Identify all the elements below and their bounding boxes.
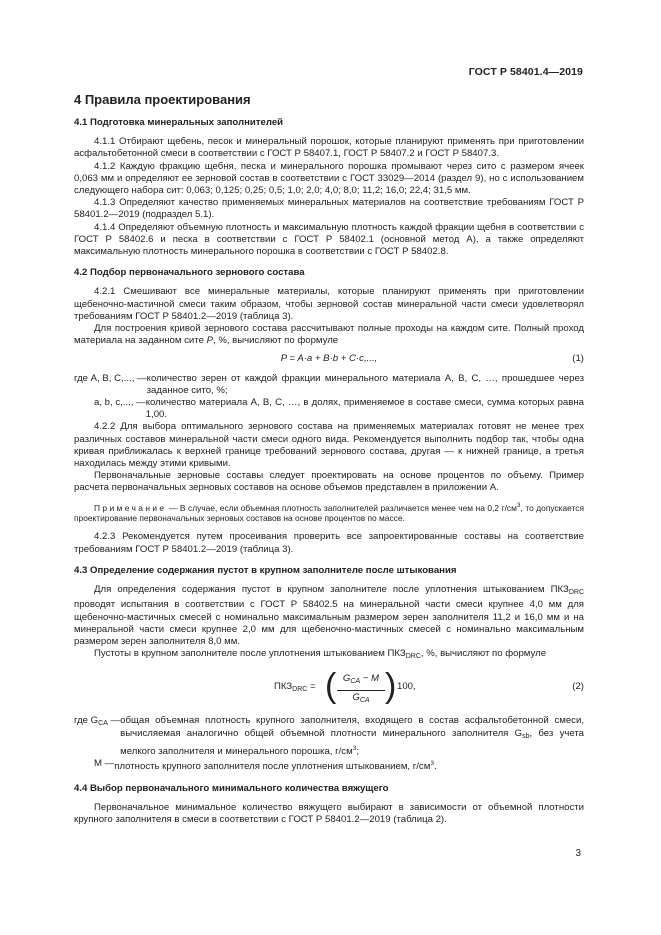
equals-sign: = [307, 681, 316, 693]
subscript: sb [522, 732, 530, 740]
note-text-cont: , то допускается проектирование первоначальных зерновых составов на основе процентов по массе. [74, 502, 584, 524]
legend-label: где A, B, C,..., — [74, 372, 147, 384]
subsection-title-4-1: 4.1 Подготовка минеральных заполнителей [74, 117, 284, 128]
formula-1-number: (1) [572, 353, 584, 365]
legend-label: a, b, c,..., — [94, 397, 146, 409]
paragraph-4-3-1 [74, 584, 584, 648]
note-superscript: 3 [516, 501, 521, 509]
legend-row [74, 758, 584, 773]
formula-1 [74, 353, 584, 365]
paragraph-4-3-2 [74, 648, 584, 663]
paragraph-4-2-2-cont: Первоначальные зерновые составы следует проектировать на основе процентов по объему. Пример расчета первоначальных зерновых составов на основе объемов представлен в приложении А. [74, 470, 584, 494]
paragraph-4-1-1: 4.1.1 Отбирают щебень, песок и минеральный порошок, которые планируют применять при приготовлении асфальтобетонной смеси в соответствии с ГОСТ Р 58407.1, ГОСТ Р 58407.2 и ГОСТ Р 58407.3. [74, 136, 584, 160]
variable-p: P [206, 335, 213, 347]
legend-text: количество материала A, B, C, …, в долях, применяемое в составе смеси, сумма которых равна 1,00. [145, 397, 584, 421]
formula-1-expression: P = A·a + B·b + C·c,..., [280, 353, 378, 365]
subscript: DRC [292, 686, 308, 694]
text-fragment: Пустоты в крупном заполнителе после уплотнения штыкованием ПКЗ [94, 648, 406, 660]
subsection-title-4-3: 4.3 Определение содержания пустот в крупном заполнителе после штыкования [74, 564, 457, 576]
variable-g: G [352, 691, 360, 703]
paragraph-4-2-2: 4.2.2 Для выбора оптимального зернового состава на применяемых материалах готовят не менее трех различных составов минеральной части смеси одного вида. Рекомендуется выполнить подбор так, чтобы одна кривая приближалась к верхней границе требований зернового состава, другая — к нижней границе, а третья находилась между этими кривыми. [74, 421, 584, 470]
note-label: Примечание [94, 502, 167, 513]
formula-2-fraction [337, 673, 385, 706]
paragraph-4-1-4: 4.1.4 Определяют объемную плотность и максимальную плотность каждой фракции щебня в соответствии с ГОСТ Р 58402.6 и песка в соответствии с ГОСТ Р 58402.1 (основной метод А), а также определяют максимальную плотность минерального порошка в соответствии с ГОСТ Р 58402.8. [74, 221, 584, 258]
legend-row [74, 397, 584, 421]
paragraph-4-2-3: 4.2.3 Рекомендуется путем просеивания проверить все запроектированные составы на соответствие требованиям ГОСТ Р 58401.2—2019 (таблица 3). [74, 531, 584, 555]
subscript: CA [98, 720, 108, 728]
subscript: DRC [405, 653, 421, 661]
left-parenthesis: ( [325, 667, 337, 706]
subsection-title-4-2: 4.2 Подбор первоначального зернового состава [74, 267, 305, 279]
text-fragment: общая объемная плотность крупного заполнителя, входящего в состав асфальтобетонной смеси, вычисляемая аналогично общей объемной плотности минерального заполнителя G [120, 715, 584, 739]
formula-1-legend [74, 373, 584, 422]
subscript: DRC [568, 589, 584, 597]
text-fragment: , %, вычисляют по формуле [420, 648, 547, 660]
legend-row [74, 715, 584, 758]
formula-2-multiplier: 100, [397, 681, 416, 693]
subscript: CA [350, 678, 361, 686]
note [74, 500, 584, 525]
document-code-header: ГОСТ Р 58401.4—2019 [468, 66, 583, 78]
right-parenthesis: ) [385, 667, 397, 706]
legend-text [114, 758, 584, 773]
subsection-title-4-4: 4.4 Выбор первоначального минимального количества вяжущего [74, 782, 389, 794]
paragraph-4-1-2: 4.1.2 Каждую фракцию щебня, песка и минерального порошка промывают через сито с размером ячеек 0,063 мм и определяют ее зерновой состав в соответствии с ГОСТ 33029—2014 (раздел 9), но с использованием следующего набора сит: 0,063; 0,125; 0,25; 0,5; 1,0; 2,0; 4,0; 8,0; 11,2; 16,0; 22,4; 31,5 мм. [74, 160, 584, 197]
page-number: 3 [575, 848, 581, 859]
numerator-rest: − M [360, 673, 380, 685]
text-fragment: Для определения содержания пустот в крупном заполнителе после уплотнения штыкованием ПКЗ [94, 584, 569, 596]
text-fragment: . [433, 761, 437, 773]
formula-2-symbol: ПКЗ [274, 681, 293, 693]
subscript: CA [359, 696, 370, 704]
text-fragment: плотность крупного заполнителя после уплотнения штыкованием, г/см [114, 761, 431, 773]
legend-text: количество зерен от каждой фракции минерального материала A, B, C, …, прошедшее через заданное сито, %; [146, 372, 584, 396]
superscript: 3 [430, 760, 434, 768]
paragraph-4-1-3: 4.1.3 Определяют качество применяемых минеральных материалов на соответствие требованиям ГОСТ Р 58401.2—2019 (подраздел 5.1). [74, 197, 584, 221]
formula-2 [74, 667, 584, 706]
legend-label: M — [94, 758, 115, 770]
section-title: 4 Правила проектирования [74, 92, 251, 107]
legend-text [120, 715, 584, 758]
legend-label [74, 715, 120, 758]
text-fragment: — [107, 715, 121, 727]
fraction-numerator [337, 673, 385, 690]
formula-2-legend [74, 715, 584, 773]
paragraph-4-2-1: 4.2.1 Смешивают все минеральные материалы, которые планируют применять при приготовлении щебеночно-мастичной смеси таким образом, чтобы зерновой состав минеральной части смеси удовлетворял требованиям ГОСТ Р 58401.2—2019 (таблица 3). [74, 286, 584, 322]
legend-row [74, 373, 584, 397]
paragraph-4-2-1-formula-intro [74, 323, 584, 347]
paragraph-4-4-1: Первоначальное минимальное количество вяжущего выбирают в зависимости от объемной плотности крупного заполнителя в смеси в соответствии с ГОСТ Р 58401.2—2019 (таблица 2). [74, 801, 584, 825]
variable-g: G [342, 673, 351, 685]
text-fragment: , без учета мелкого заполнителя и минерального порошка, г/см [120, 727, 585, 757]
formula-2-number: (2) [572, 681, 584, 693]
text-fragment: , %, вычисляют по формуле [212, 335, 339, 347]
text-fragment: ; [356, 745, 359, 757]
fraction-denominator [337, 691, 385, 707]
text-fragment: проводят испытания в соответствии с ГОСТ Р 58402.5 на минеральной части смеси крупнее 4,0 мм для щебеночно-мастичных смесей с номинально максимальным размером зерен заполнителя 11,2 и 16,0 мм и на минеральной части смеси крупнее 2,0 мм для щебеночно-мастичных смесей с номинально максимальным размером зерен заполнителя 8,0 мм. [74, 599, 584, 647]
text-fragment: где G [74, 715, 99, 727]
note-text: — В случае, если объемная плотность заполнителей различается менее чем на 0,2 г/см [166, 502, 517, 513]
formula-2-lhs [274, 681, 316, 696]
document-body [74, 92, 584, 826]
text-fragment: Для построения кривой зернового состава рассчитывают полные проходы на каждом сите. Полный проход материала на заданном сите [74, 323, 584, 347]
superscript: 3 [352, 744, 357, 752]
